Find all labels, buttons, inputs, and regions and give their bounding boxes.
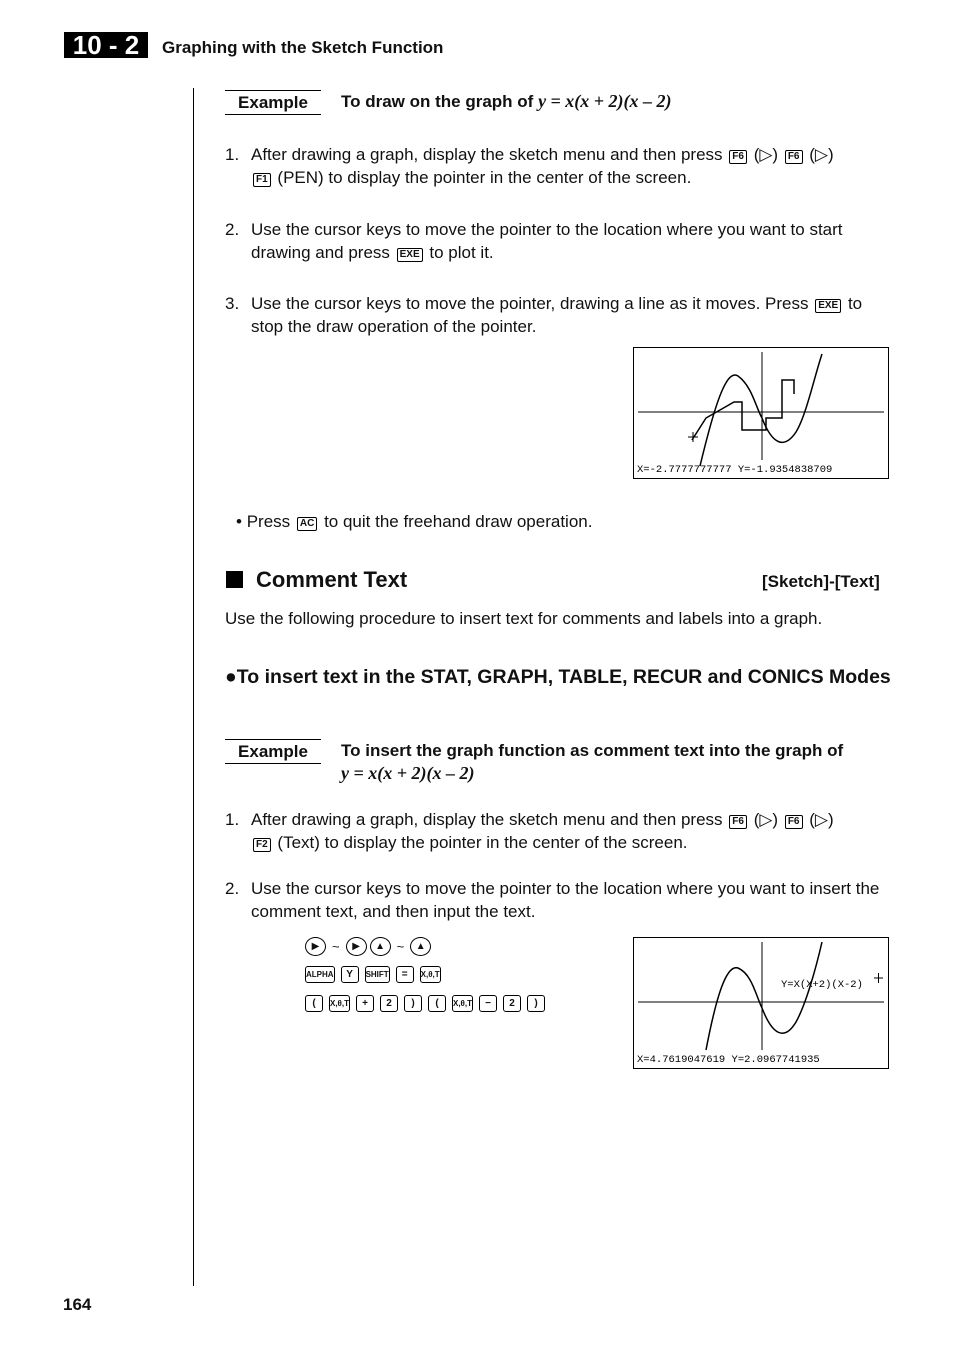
key-row-1 — [305, 937, 431, 956]
two-key: 2 — [380, 995, 398, 1012]
close-paren-key: ) — [404, 995, 422, 1012]
xthetat-key: X,θ,T — [329, 995, 350, 1012]
note-text: to quit the freehand draw operation. — [324, 512, 593, 531]
example-title — [341, 90, 672, 113]
xthetat-key: X,θ,T — [452, 995, 473, 1012]
margin-rule — [193, 88, 194, 1286]
step-2 — [225, 218, 889, 264]
f6-key: F6 — [729, 815, 747, 829]
cursor-right-key: ▶ — [346, 937, 367, 956]
key-row-2 — [305, 966, 447, 983]
note-text: Press — [246, 512, 295, 531]
screen-status-text: X=-2.7777777777 Y=-1.9354838709 — [637, 464, 833, 476]
graph-sketch-text — [634, 938, 888, 1068]
step-number: 1. — [225, 810, 240, 829]
y-key: Y — [341, 966, 359, 983]
step-text: (Text) to display the pointer in the center of the screen. — [277, 833, 688, 852]
f2-key: F2 — [253, 838, 271, 852]
example-label: Example — [225, 90, 321, 115]
key-row-3 — [305, 995, 551, 1012]
example-formula: y = x(x + 2)(x – 2) — [538, 91, 672, 111]
note — [236, 510, 900, 533]
minus-key: − — [479, 995, 497, 1012]
step-2 — [225, 877, 889, 923]
cursor-up-key: ▲ — [410, 937, 431, 956]
calculator-screen-text — [633, 937, 889, 1069]
step-number: 2. — [225, 879, 240, 898]
square-bullet-icon — [226, 571, 243, 588]
f6-key: F6 — [729, 150, 747, 164]
step-text: (▷) — [753, 810, 779, 829]
tilde: ~ — [396, 939, 405, 954]
example-formula: y = x(x + 2)(x – 2) — [341, 763, 475, 783]
step-text: Use the cursor keys to move the pointer, drawing a line as it moves. Press — [251, 294, 814, 313]
step-number: 1. — [225, 145, 240, 164]
calculator-screen-pen — [633, 347, 889, 479]
step-text: (▷) — [809, 145, 834, 164]
step-text: to stop the draw operation of the pointer. — [251, 294, 863, 336]
page-number: 164 — [63, 1295, 92, 1314]
exe-key: EXE — [397, 248, 423, 262]
cursor-right-key: ▶ — [305, 937, 326, 956]
f6-key: F6 — [785, 815, 803, 829]
step-3 — [225, 292, 889, 338]
section-title: Graphing with the Sketch Function — [162, 38, 444, 57]
f1-key: F1 — [253, 173, 271, 187]
menu-path: [Sketch]-[Text] — [762, 572, 880, 591]
tilde: ~ — [332, 939, 340, 954]
open-paren-key: ( — [428, 995, 446, 1012]
step-text: to plot it. — [429, 243, 494, 262]
step-number: 2. — [225, 220, 240, 239]
alpha-key: ALPHA — [305, 966, 335, 983]
screen-status-text: X=4.7619047619 Y=2.0967741935 — [637, 1054, 820, 1066]
step-text: After drawing a graph, display the sketch menu and then press — [251, 145, 728, 164]
exe-key: EXE — [815, 299, 841, 313]
shift-key: SHIFT — [365, 966, 390, 983]
section-heading-text: Comment Text — [256, 567, 408, 592]
step-number: 3. — [225, 294, 240, 313]
example-title-text: To insert the graph function as comment text into the graph of — [341, 741, 844, 760]
open-paren-key: ( — [305, 995, 323, 1012]
subheading: ●To insert text in the STAT, GRAPH, TABLE, RECUR and CONICS Modes — [225, 666, 891, 688]
step-text: (▷) — [753, 145, 779, 164]
bullet: • — [236, 512, 242, 531]
example-label: Example — [225, 739, 321, 764]
intro-paragraph: Use the following procedure to insert text for comments and labels into a graph. — [225, 609, 823, 628]
section-heading — [226, 567, 407, 593]
plus-key: + — [356, 995, 374, 1012]
f6-key: F6 — [785, 150, 803, 164]
close-paren-key: ) — [527, 995, 545, 1012]
example-title-text: To draw on the graph of — [341, 92, 539, 111]
section-number: 10 - 2 — [64, 32, 148, 58]
xthetat-key: X,θ,T — [420, 966, 441, 983]
equals-key: = — [396, 966, 414, 983]
step-1 — [225, 808, 889, 854]
step-text: Use the cursor keys to move the pointer to the location where you want to insert the comment text, and then input the text. — [251, 879, 880, 921]
comment-text-label: Y=X(X+2)(X-2) — [781, 979, 863, 991]
example-title — [341, 739, 889, 785]
step-text: (PEN) to display the pointer in the center of the screen. — [277, 168, 692, 187]
two-key: 2 — [503, 995, 521, 1012]
step-text: Use the cursor keys to move the pointer to the location where you want to start drawing and press — [251, 220, 843, 262]
step-1 — [225, 143, 889, 189]
step-text: After drawing a graph, display the sketch menu and then press — [251, 810, 728, 829]
cursor-up-key: ▲ — [370, 937, 391, 956]
step-text: (▷) — [809, 810, 834, 829]
graph-sketch-pen — [634, 348, 888, 478]
ac-key: AC — [297, 517, 317, 531]
